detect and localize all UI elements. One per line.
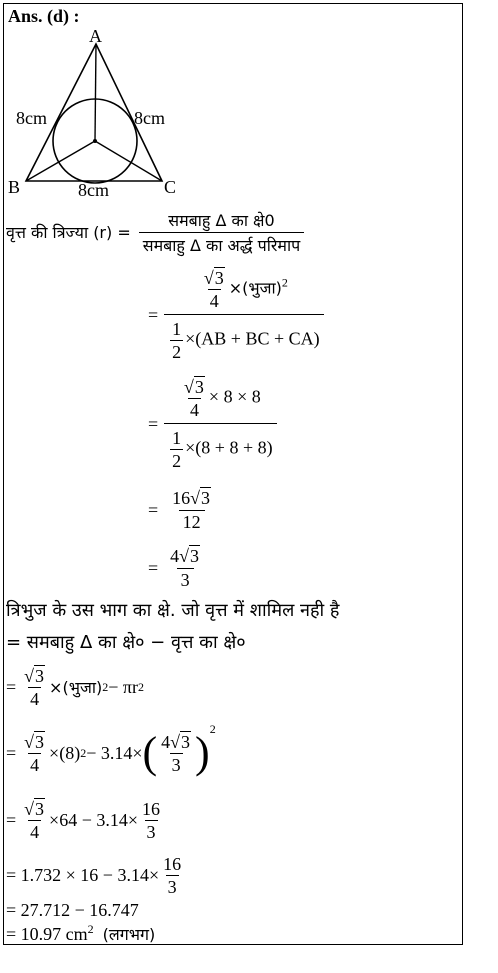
radius-step-3: = $\frac{√3}{4}$ × 8 × 8 $\frac{1}{2}$ ×(8 + 8 + 8) (148, 378, 277, 470)
radius-frac-den: समबाहु Δ का अर्द्ध परिमाप (139, 232, 304, 256)
triangle-figure (8, 30, 188, 200)
answer-label: Ans. (d) : (8, 6, 80, 26)
area-line-5: = $\frac{√3}{4}$ ×64 − 3.14× $\frac{16}{3}$ (6, 798, 161, 842)
vertex-b: B (8, 177, 21, 197)
area-line-6: = 1.732 × 16 − 3.14× $\frac{16}{3}$ (6, 853, 182, 897)
vertex-c: C (164, 177, 177, 197)
area-line-7: = 27.712 − 16.747 (6, 900, 139, 920)
radius-step-5: = $\frac{4√3}{3}$ (148, 545, 200, 590)
radius-frac-num: समबाहु Δ का क्षे0 (168, 210, 275, 230)
side-ac-label: 8cm (134, 108, 165, 128)
radius-step-4: = $\frac{16√3}{12}$ (148, 487, 211, 532)
side-ab-label: 8cm (16, 108, 47, 128)
area-line-3: = $\frac{√3}{4}$ ×(भुजा) 2 − πr 2 (6, 665, 144, 709)
radius-step-2: = $\frac{√3}{4}$ ×(भुजा)$^2$ $\frac{1}{2}$ ×(AB + BC + CA) (148, 270, 324, 360)
area-line-4: = $\frac{√3}{4}$ ×(8) 2 − 3.14× ( $\frac{4√3}{3}$ ) $^2$ (6, 722, 216, 777)
radius-formula (6, 206, 304, 258)
area-line-8: = 10.97 $cm^2$ (लगभग) (6, 922, 156, 944)
radius-label: वृत्त की त्रिज्या (r) = (6, 223, 131, 242)
side-bc-label: 8cm (78, 180, 109, 200)
vertex-a: A (89, 30, 102, 46)
area-line-1: त्रिभुज के उस भाग का क्षे. जो वृत्त में शामिल नही है (6, 600, 340, 621)
area-line-2: = समबाहु Δ का क्षे० − वृत्त का क्षे० (6, 632, 246, 653)
